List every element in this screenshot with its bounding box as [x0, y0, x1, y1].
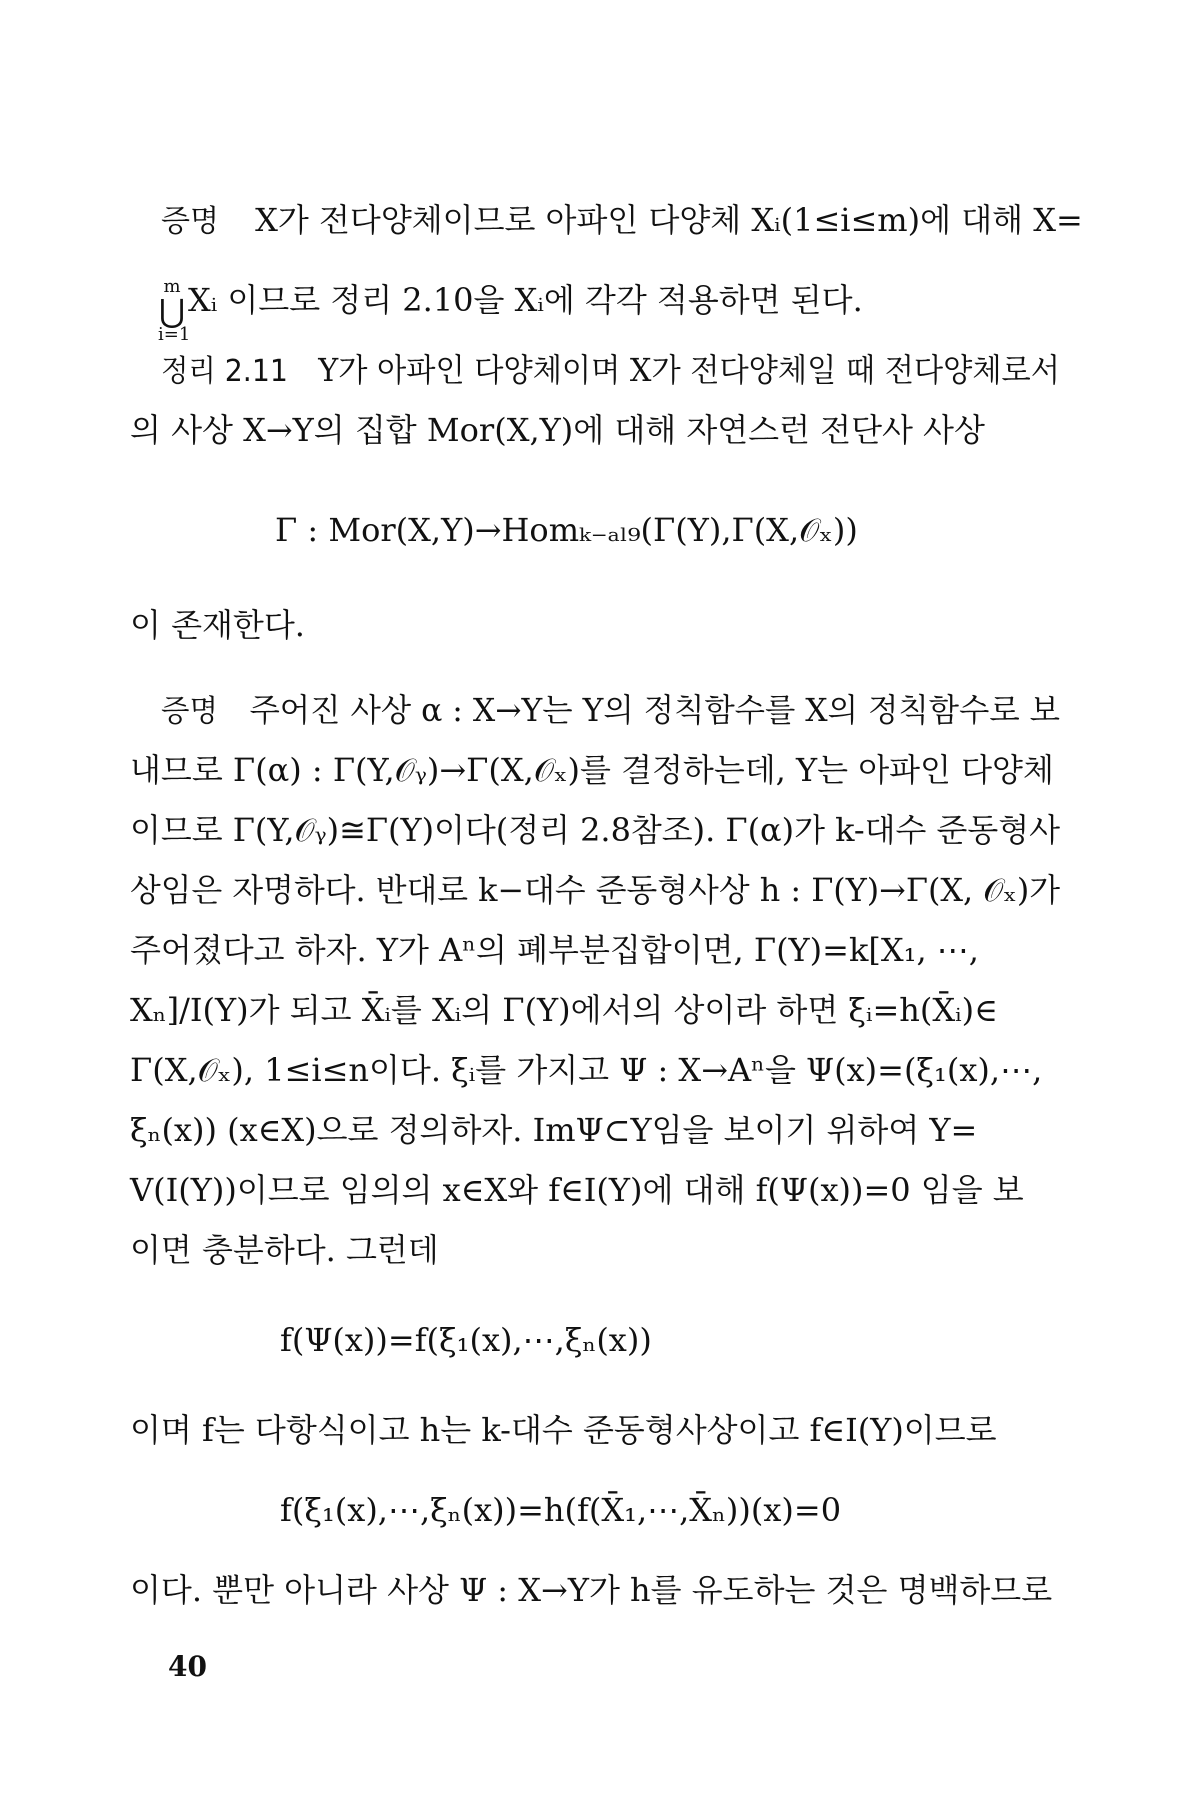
display-equation-3	[280, 1490, 841, 1530]
proof2-line-11	[130, 1410, 997, 1450]
proof2-line-3	[130, 810, 1060, 850]
proof2-line-3-content: 이므로 Γ(Y,𝒪ᵧ)≅Γ(Y)이다(정리 2.8참조). Γ(α)가 k-대수 준동형사	[130, 811, 1060, 849]
equation-3-content: f(ξ₁(x),⋯,ξₙ(x))=h(f(X̄₁,⋯,X̄ₙ))(x)=0	[280, 1491, 842, 1529]
proof2-line-5-content: 주어졌다고 하자. Y가 Aⁿ의 폐부분집합이면, Γ(Y)=k[X₁, ⋯,	[130, 931, 979, 969]
page-number: 40	[168, 1650, 207, 1683]
equation-2-content: f(Ψ(x))=f(ξ₁(x),⋯,ξₙ(x))	[280, 1321, 652, 1359]
theorem-text: Y가 아파인 다양체이며 X가 전다양체일 때 전다양체로서	[318, 351, 1060, 389]
proof2-line-10-content: 이면 충분하다. 그런데	[130, 1231, 439, 1269]
proof-label: 증명	[161, 204, 219, 239]
proof2-line-4	[130, 870, 1060, 910]
text-line-2-content: Xᵢ 이므로 정리 2.10을 Xᵢ에 각각 적용하면 된다.	[188, 281, 863, 319]
theorem-line-1	[161, 350, 1060, 392]
union-icon: ⋃	[158, 292, 186, 330]
theorem-line-2-content: 의 사상 X→Y의 집합 Mor(X,Y)에 대해 자연스런 전단사 사상	[130, 411, 985, 449]
proof2-line-7	[130, 1050, 1042, 1090]
union-lower-index: i=1	[158, 324, 191, 345]
proof-text: X가 전다양체이므로 아파인 다양체 Xᵢ(1≤i≤m)에 대해 X=	[255, 201, 1083, 239]
union-upper-index: m	[163, 276, 181, 297]
theorem-line-3	[130, 605, 305, 645]
proof2-line-8	[130, 1110, 977, 1150]
proof2-line-11-content: 이며 f는 다항식이고 h는 k-대수 준동형사상이고 f∈I(Y)이므로	[130, 1411, 997, 1449]
equation-1-content: Γ : Mor(X,Y)→Homₖ₋ₐₗ₉(Γ(Y),Γ(X,𝒪ₓ))	[275, 511, 858, 549]
proof2-line-4-content: 상임은 자명하다. 반대로 k−대수 준동형사상 h : Γ(Y)→Γ(X, 𝒪ₓ)가	[130, 871, 1061, 909]
theorem-label: 정리 2.11	[161, 354, 288, 389]
proof2-line-5	[130, 930, 979, 970]
proof2-line-7-content: Γ(X,𝒪ₓ), 1≤i≤n이다. ξᵢ를 가지고 Ψ : X→Aⁿ을 Ψ(x)=(ξ₁(x),⋯,	[130, 1051, 1043, 1089]
proof2-label: 증명	[161, 694, 218, 729]
proof2-line-9	[130, 1170, 1024, 1210]
display-equation-2	[280, 1320, 652, 1360]
union-symbol-block	[158, 276, 191, 348]
proof2-line-6-content: Xₙ]/I(Y)가 되고 X̄ᵢ를 Xᵢ의 Γ(Y)에서의 상이라 하면 ξᵢ=h(X̄ᵢ)∈	[130, 991, 998, 1029]
proof2-line-12-content: 이다. 뿐만 아니라 사상 Ψ : X→Y가 h를 유도하는 것은 명백하므로	[130, 1571, 1053, 1609]
proof2-line-12	[130, 1570, 1052, 1610]
proof2-line-6	[130, 990, 998, 1030]
proof2-line-2-content: 내므로 Γ(α) : Γ(Y,𝒪ᵧ)→Γ(X,𝒪ₓ)를 결정하는데, Y는 아파인 다양체	[130, 751, 1054, 789]
proof-line-1	[161, 200, 1083, 242]
proof2-text: 주어진 사상 α : X→Y는 Y의 정칙함수를 X의 정칙함수로 보	[249, 691, 1061, 729]
proof2-line-10	[130, 1230, 439, 1270]
proof2-line-1	[161, 690, 1060, 732]
text-line-2	[188, 280, 863, 320]
proof2-line-9-content: V(I(Y))이므로 임의의 x∈X와 f∈I(Y)에 대해 f(Ψ(x))=0 임을 보	[130, 1171, 1024, 1209]
proof2-line-2	[130, 750, 1054, 790]
proof2-line-8-content: ξₙ(x)) (x∈X)으로 정의하자. ImΨ⊂Y임을 보이기 위하여 Y=	[130, 1111, 978, 1149]
display-equation-1	[275, 510, 858, 550]
theorem-line-2	[130, 410, 985, 450]
theorem-line-3-content: 이 존재한다.	[130, 606, 305, 644]
